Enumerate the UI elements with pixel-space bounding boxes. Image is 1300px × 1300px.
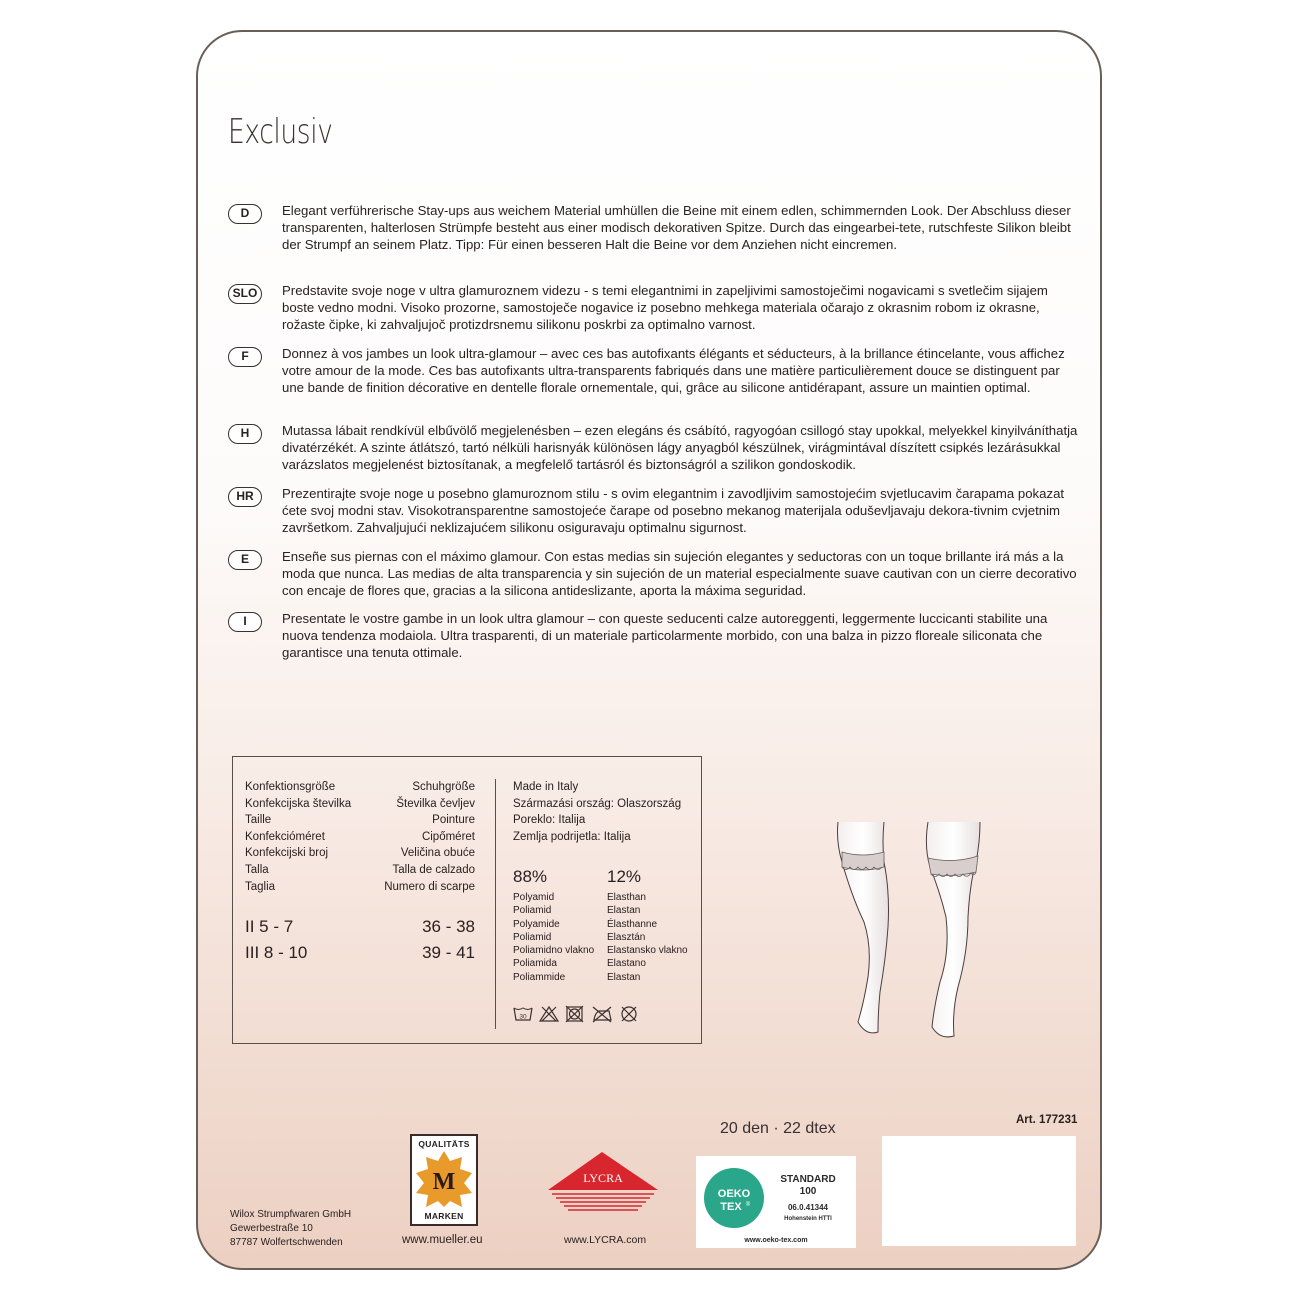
shoe-label: Schuhgröße <box>412 781 475 793</box>
shoe-label: Talla de calzado <box>392 863 475 876</box>
brand-title: Exclusiv <box>228 112 333 152</box>
size-label: Konfekcijska številka <box>245 797 352 810</box>
elastane-names <box>607 891 688 984</box>
oeko-institute: Hohenstein HTTI <box>784 1216 832 1222</box>
language-description: Mutassa lábait rendkívül elbűvölő megjelenésben – ezen elegáns és csábító, ragyogóan csillogó stay upokkal, melyekkel kinyilváníthatja divatérzékét. A szinte átlátszó, tartó nélküli harisnyák különösen lágy anyagból készülnek, virágmintával díszített csipkés lezárásukkal varázslatos megjelenést biztosítanak, a megfelelő tartásról és biztonságról a szilikon gondoskodik. <box>282 423 1078 472</box>
language-code-badge: I <box>228 612 262 632</box>
size-labels <box>245 779 351 895</box>
size-label: Konfekcijski broj <box>245 847 329 860</box>
shoe-labels <box>384 779 475 895</box>
size-label: Talla <box>245 863 269 876</box>
oeko-code: 06.0.41344 <box>787 1203 829 1212</box>
no-bleach-icon <box>539 1005 559 1028</box>
oeko-url: www.oeko-tex.com <box>744 1237 808 1244</box>
origin-info <box>513 779 681 845</box>
origin-line: Zemlja podrijetla: Italija <box>513 830 631 843</box>
company-line: 87787 Wolfertschwenden <box>230 1237 343 1248</box>
no-dry-clean-icon <box>619 1005 639 1028</box>
article-number: Art. 177231 <box>1016 1114 1078 1126</box>
material-name: Polyamid <box>513 892 555 903</box>
size-label: Konfekcióméret <box>245 830 325 843</box>
origin-line: Poreklo: Italija <box>513 814 586 827</box>
language-code-badge: D <box>228 204 262 224</box>
den-label: 20 den · 22 dtex <box>720 1120 836 1137</box>
mueller-quality-logo <box>410 1134 478 1226</box>
material-name: Poliamida <box>513 958 557 970</box>
size-label: Konfektionsgröße <box>245 781 336 793</box>
oeko-circle-line1: OEKO <box>717 1188 751 1200</box>
language-description: Presentate le vostre gambe in un look ultra glamour – con queste seducenti calze autoreggenti, leggermente luccicanti stabilite una nuova tendenza modaiola. Ultra trasparenti, di un materiale particolarmente morbido, con una balza in pizzo floreale siliconata che garantisce una tenuta ottimale. <box>282 611 1048 660</box>
origin-line: Származási ország: Olaszország <box>513 797 682 810</box>
shoe-value: 36 - 38 <box>422 917 475 936</box>
barcode-area <box>882 1136 1076 1246</box>
material-name: Polyamide <box>513 918 560 930</box>
shoe-label: Cipőméret <box>421 830 475 843</box>
shoe-label: Pointure <box>432 814 475 827</box>
material-name: Elastansko vlakno <box>607 945 688 957</box>
language-code-badge: SLO <box>228 284 262 304</box>
oeko-circle-line2: TEX <box>720 1201 742 1213</box>
logo-top-text: QUALITÄTS <box>418 1139 470 1149</box>
material-name: Elasztán <box>607 931 646 943</box>
language-code-badge: E <box>228 550 262 570</box>
wash-30-icon <box>513 1005 533 1028</box>
material-name: Poliamidno vlakno <box>513 945 595 957</box>
material-name: Elasthan <box>607 892 646 903</box>
material-name: Poliamid <box>513 905 552 917</box>
lycra-logo <box>546 1150 660 1219</box>
language-description: Prezentirajte svoje noge u posebno glamuroznom stilu - s ovim elegantnim i zavodljivim samostojećim svjetlucavim čarapama pokazat ćete svoj modni stav. Visokotransparentne samostojeće čarape od posebno mekanog materijala oduševljavaju dekora-tivnim cvjetnim završetkom. Zahvaljujući neklizajućem silikonu osiguravaju optimalnu sigurnost. <box>282 486 1065 535</box>
language-description: Elegant verführerische Stay-ups aus weichem Material umhüllen die Beine mit einem edlen, schimmernden Look. Der Abschluss dieser transparenten, halterlosen Strümpfe besteht aus einer modisch dekorativen Spitze. Durch das eingearbei-tete, rutschfeste Silikon bleibt der Strumpf an seinem Platz. Tipp: Für einen besseren Halt die Beine vor dem Anziehen nicht eincremen. <box>282 203 1071 252</box>
table-divider <box>495 779 496 1029</box>
language-code-badge: H <box>228 424 262 444</box>
lycra-logo-text: LYCRA <box>583 1171 623 1185</box>
size-value: II 5 - 7 <box>245 917 294 936</box>
company-line: Gewerbestraße 10 <box>230 1223 313 1234</box>
material-name: Poliammide <box>513 971 566 983</box>
language-code-badge: F <box>228 347 262 367</box>
stockings-illustration <box>828 822 1018 1047</box>
wash-temperature: 30 <box>519 1013 527 1021</box>
size-label: Taille <box>245 814 272 827</box>
size-label: Taglia <box>245 880 276 893</box>
elastane-percent: 12% <box>607 867 642 886</box>
material-name: Poliamid <box>513 931 552 943</box>
mueller-url: www.mueller.eu <box>402 1234 483 1246</box>
origin-line: Made in Italy <box>513 781 579 793</box>
m-logo-icon <box>416 1151 472 1207</box>
oeko-standard: STANDARD <box>780 1174 836 1185</box>
material-name: Élasthanne <box>607 918 658 930</box>
care-symbols <box>513 1005 639 1028</box>
material-name: Elastan <box>607 905 641 917</box>
logo-bottom-text: MARKEN <box>424 1211 464 1221</box>
packaging-card <box>196 30 1102 1270</box>
shoe-value: 39 - 41 <box>422 943 475 962</box>
language-description: Enseñe sus piernas con el máximo glamour. Con estas medias sin sujeción elegantes y seductoras con un toque brillante irá más a la moda que nunca. Las medias de alta transparencia y sin sujeción de un material especialmente suave cautivan con un cierre decorativo con encaje de flores que, gracias a la silicona antideslizante, aporta la máxima seguridad. <box>282 549 1077 598</box>
oeko-reg-mark: ® <box>745 1202 751 1208</box>
oeko-number: 100 <box>799 1186 817 1197</box>
size-composition-table <box>232 756 702 1044</box>
company-line: Wilox Strumpfwaren GmbH <box>230 1209 352 1220</box>
size-value: III 8 - 10 <box>245 943 308 962</box>
material-name: Elastan <box>607 971 641 983</box>
lycra-url: www.LYCRA.com <box>564 1234 647 1246</box>
no-tumble-dry-icon <box>565 1005 585 1028</box>
language-description: Donnez à vos jambes un look ultra-glamour – avec ces bas autofixants élégants et séducteurs, à la brillance étincelante, vous affichez votre amour de la mode. Ces bas autofixants ultra-transparents fabriqués dans une matière particulièrement douce se distinguent par une bande de finition décorative en dentelle florale ornementale, qui, grâce au silicone antidérapant, assure un maintien optimal. <box>282 346 1065 395</box>
oeko-tex-label <box>696 1156 856 1248</box>
polyamide-names <box>513 891 594 984</box>
shoe-label: Številka čevljev <box>396 797 475 810</box>
shoe-label: Numero di scarpe <box>384 880 475 893</box>
language-code-badge: HR <box>228 487 262 507</box>
no-iron-icon <box>591 1005 613 1028</box>
polyamide-percent: 88% <box>513 867 548 886</box>
logo-letter: M <box>432 1169 456 1195</box>
company-address <box>230 1208 351 1250</box>
material-name: Elastano <box>607 958 646 970</box>
language-description: Predstavite svoje noge v ultra glamuroznem videzu - s temi elegantnimi in zapeljivimi samostoječimi nogavicami s svetlečim sijajem boste vedno modni. Visoko prozorne, samostoječe nogavice iz posebno mehkega materiala očarajo z okrasnim robom iz okrasne, rožaste čipke, ki zahvaljujoč protizdrsnemu silikonu poskrbi za optimalno varnost. <box>282 283 1048 332</box>
shoe-label: Veličina obuće <box>400 847 475 860</box>
